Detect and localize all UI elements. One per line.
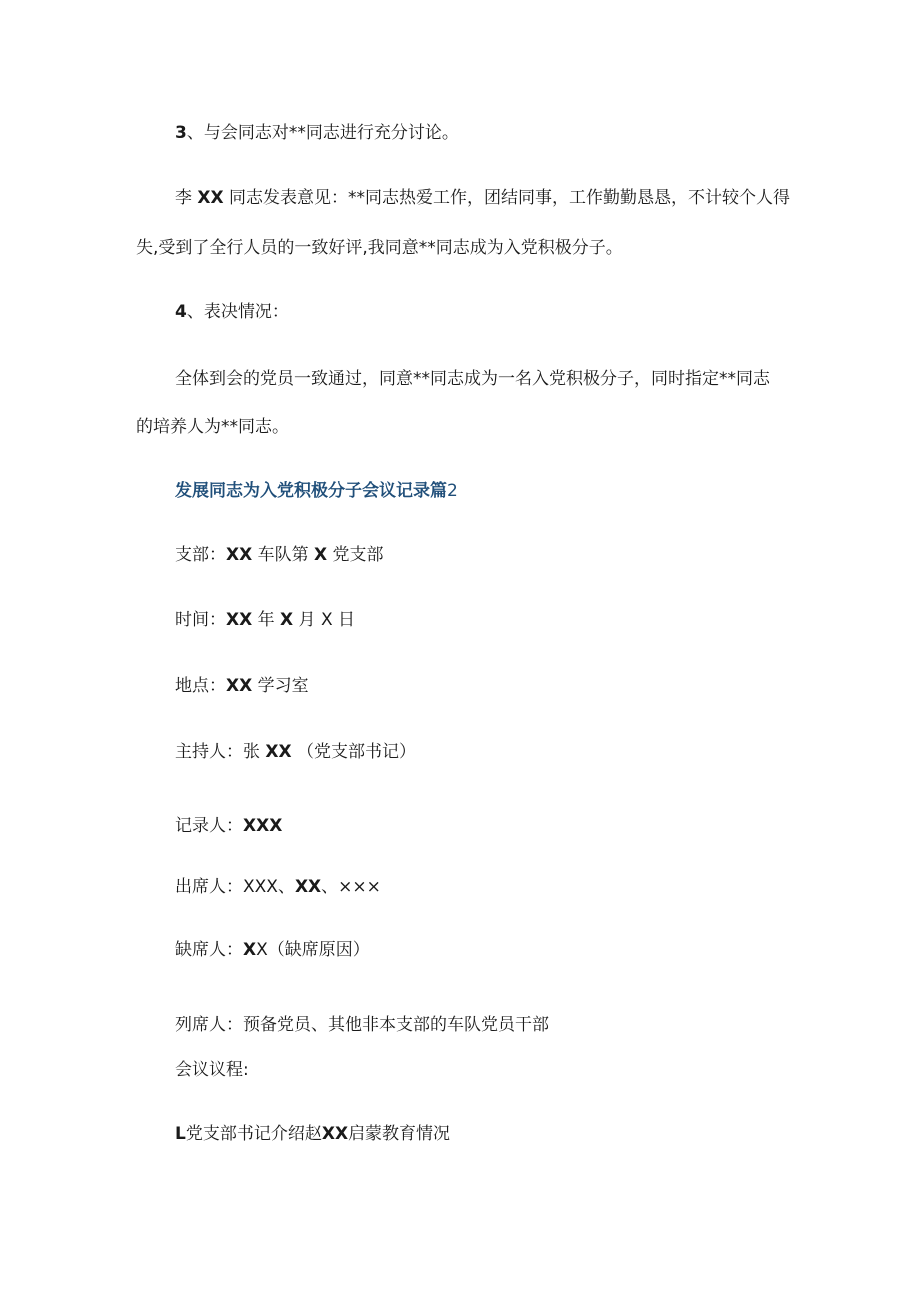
item-4 — [175, 300, 289, 324]
li-opinion-text: 同志发表意见：**同志热爱工作，团结同事，工作勤勤恳恳，不计较个人得 — [229, 188, 791, 208]
item-3 — [175, 121, 459, 145]
section-heading — [175, 479, 458, 503]
time-x: X — [280, 610, 294, 630]
agenda-item-1 — [175, 1122, 450, 1146]
section-heading-text: 发展同志为入党积极分子会议记录篇 — [175, 481, 447, 501]
agenda-item-1-rest: 启蒙教育情况 — [348, 1124, 451, 1144]
host-xx: XX — [265, 742, 292, 762]
absent-line — [175, 938, 370, 962]
section-heading-number: 2 — [447, 481, 458, 501]
place-label: 地点： — [175, 676, 226, 696]
vote-line-2: 的培养人为**同志。 — [136, 417, 289, 437]
absent-rest: X（缺席原因） — [256, 940, 370, 960]
recorder-line — [175, 814, 282, 838]
time-line — [175, 608, 355, 632]
attendees-line — [175, 875, 381, 899]
item-4-number: 4 — [175, 302, 187, 322]
branch-label: 支部： — [175, 545, 226, 565]
li-opinion-line-2: 失,受到了全行人员的一致好评,我同意**同志成为入党积极分子。 — [136, 238, 623, 258]
time-xx: XX — [226, 610, 253, 630]
branch-end: 党支部 — [332, 545, 384, 565]
place-line — [175, 674, 309, 698]
branch-x: X — [314, 545, 328, 565]
time-year: 年 — [257, 610, 275, 630]
item-3-text: 、与会同志对**同志进行充分讨论。 — [186, 123, 459, 143]
attendees-xx: XX — [294, 877, 322, 897]
item-4-text: 、表决情况： — [186, 302, 289, 322]
li-xx: XX — [197, 188, 224, 208]
li-opinion-line-1 — [175, 186, 790, 210]
absent-label: 缺席人： — [175, 940, 243, 960]
agenda-title: 会议议程: — [175, 1060, 249, 1080]
item-3-number: 3 — [175, 123, 187, 143]
agenda-item-1-xx: XX — [321, 1124, 349, 1144]
attendees-label: 出席人：XXX、 — [175, 877, 295, 897]
attendees-rest: 、××× — [321, 877, 381, 897]
recorder-value: XXX — [243, 816, 283, 836]
agenda-item-1-text: 党支部书记介绍赵 — [185, 1124, 322, 1144]
li-prefix: 李 — [175, 188, 192, 208]
host-label: 主持人：张 — [175, 742, 260, 762]
observers-line: 列席人：预备党员、其他非本支部的车队党员干部 — [175, 1015, 549, 1035]
host-rest: （党支部书记） — [297, 742, 417, 762]
branch-mid: 车队第 — [257, 545, 309, 565]
vote-line-1: 全体到会的党员一致通过，同意**同志成为一名入党积极分子，同时指定**同志 — [175, 369, 770, 389]
host-line — [175, 740, 416, 764]
time-rest: 月 X 日 — [298, 610, 356, 630]
agenda-item-1-marker: L — [175, 1124, 186, 1144]
recorder-label: 记录人： — [175, 816, 243, 836]
place-rest: 学习室 — [257, 676, 309, 696]
branch-xx: XX — [226, 545, 253, 565]
place-xx: XX — [226, 676, 253, 696]
branch-line — [175, 543, 384, 567]
time-label: 时间： — [175, 610, 226, 630]
absent-x: X — [243, 940, 257, 960]
